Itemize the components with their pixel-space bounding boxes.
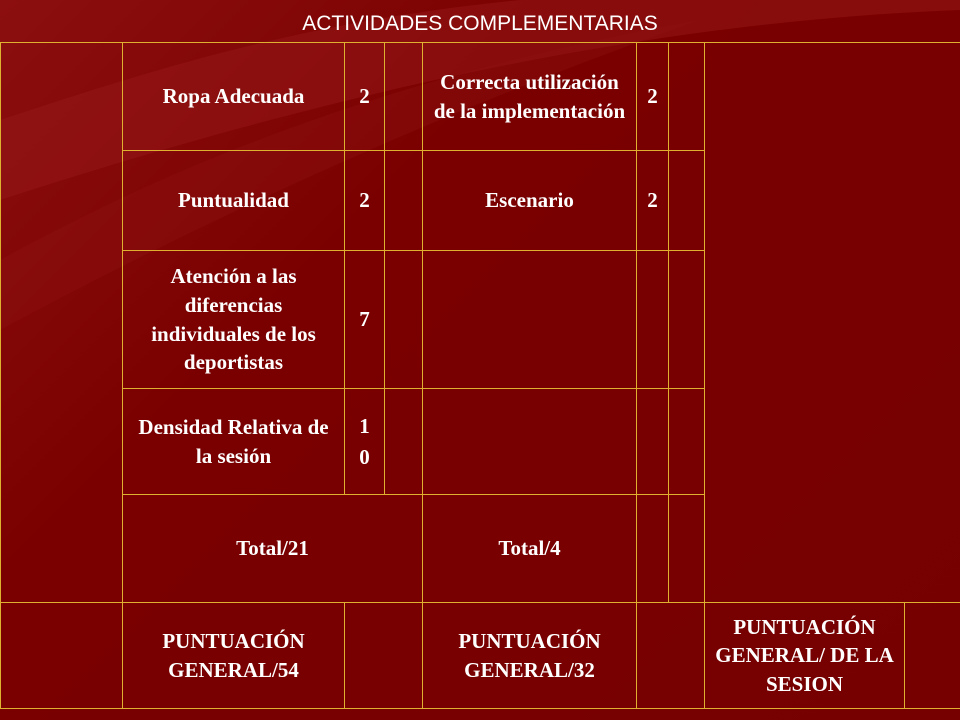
- score-cell: [637, 389, 669, 495]
- right-blank-cell: [705, 43, 960, 603]
- score-cell: 2: [345, 151, 385, 251]
- score-cell: 7: [345, 251, 385, 389]
- score-cell: [345, 389, 385, 495]
- blank-cell: [669, 43, 705, 151]
- criterion-cell: [423, 251, 637, 389]
- puntuacion-general-32: PUNTUACIÓN GENERAL/32: [423, 603, 637, 709]
- blank-cell: [637, 495, 669, 603]
- page-title: ACTIVIDADES COMPLEMENTARIAS: [302, 12, 658, 35]
- score-cell: [637, 251, 669, 389]
- left-blank-cell: [1, 43, 123, 603]
- total-right-cell: Total/4: [423, 495, 637, 603]
- score-cell: 2: [637, 43, 669, 151]
- footer-blank-cell: [637, 603, 705, 709]
- criterion-cell: Atención a las diferencias individuales de los deportistas: [123, 251, 345, 389]
- criterion-cell: Correcta utilización de la implementación: [423, 43, 637, 151]
- blank-cell: [669, 389, 705, 495]
- score-cell: 2: [345, 43, 385, 151]
- puntuacion-general-54: PUNTUACIÓN GENERAL/54: [123, 603, 345, 709]
- blank-cell: [385, 43, 423, 151]
- footer-blank-cell: [1, 603, 123, 709]
- blank-cell: [385, 251, 423, 389]
- blank-cell: [669, 151, 705, 251]
- blank-cell: [669, 495, 705, 603]
- score-cell: 2: [637, 151, 669, 251]
- footer-blank-cell: [905, 603, 960, 709]
- score-value-wrapped: 10: [359, 414, 370, 469]
- criterion-cell: Ropa Adecuada: [123, 43, 345, 151]
- footer-row: [1, 603, 960, 709]
- evaluation-table: [0, 42, 960, 709]
- table-row: [1, 43, 960, 151]
- footer-blank-cell: [345, 603, 423, 709]
- criterion-cell: Escenario: [423, 151, 637, 251]
- total-left-cell: Total/21: [123, 495, 423, 603]
- blank-cell: [385, 151, 423, 251]
- criterion-cell: Puntualidad: [123, 151, 345, 251]
- criterion-cell: Densidad Relativa de la sesión: [123, 389, 345, 495]
- blank-cell: [669, 251, 705, 389]
- criterion-cell: [423, 389, 637, 495]
- puntuacion-general-sesion: PUNTUACIÓN GENERAL/ DE LA SESION: [705, 603, 905, 709]
- blank-cell: [385, 389, 423, 495]
